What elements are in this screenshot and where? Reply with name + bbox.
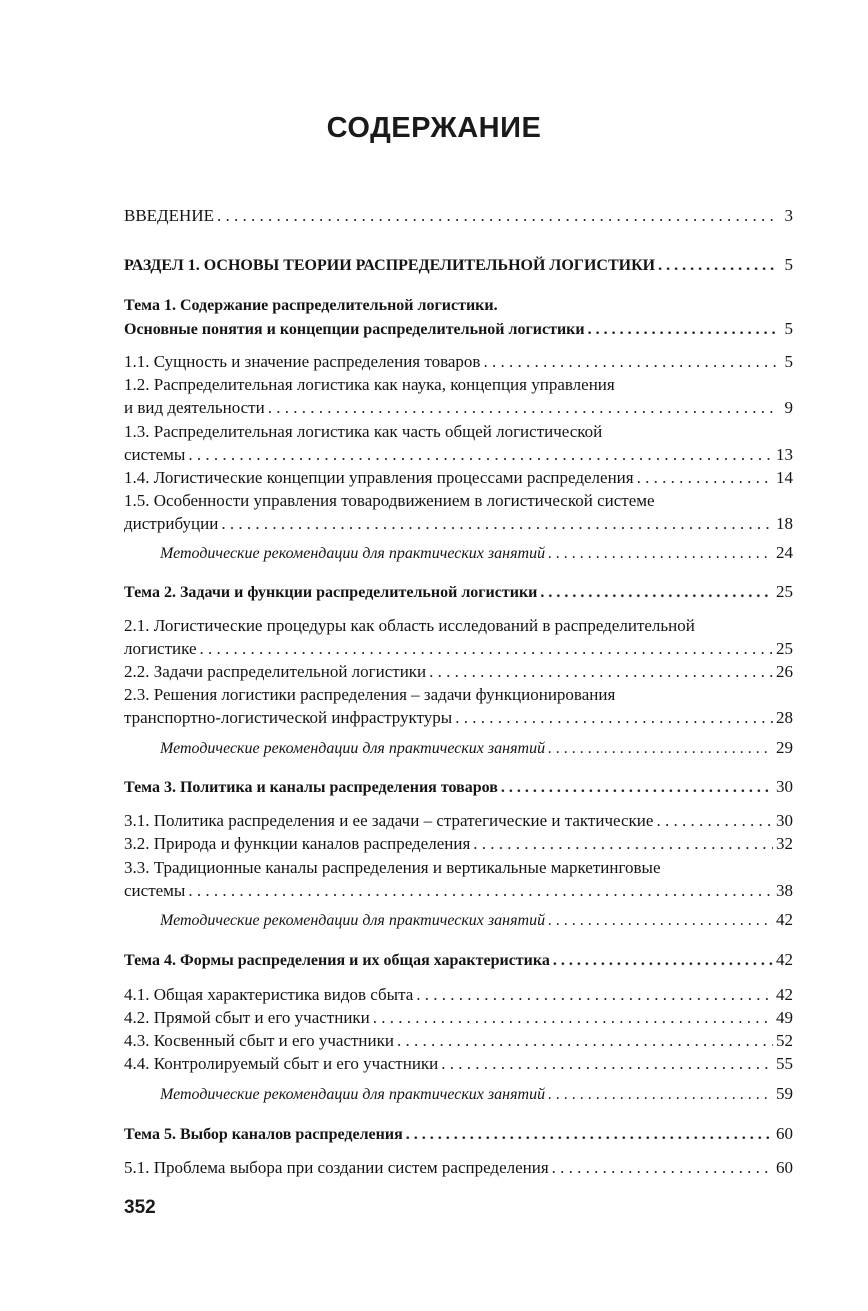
toc-entry-1-4[interactable] [124,466,793,490]
toc-entry-label: транспортно-логистической инфраструктуры [124,708,453,727]
toc-topic-5[interactable] [124,1122,793,1147]
toc-entry-label: 2.2. Задачи распределительной логистики [124,662,427,681]
toc-page-number: 29 [776,738,793,757]
toc-entry-label: дистрибуции [124,514,219,533]
toc-page-number: 5 [784,352,793,371]
toc-entry-1-5-line1: 1.5. Особенности управления товародвижением в логистической системе [124,491,655,510]
toc-entry-label: Методические рекомендации для практических занятий [160,912,546,929]
page-title: СОДЕРЖАНИЕ [326,112,542,144]
leader-dots [552,1156,773,1180]
toc-page-number: 52 [776,1031,793,1050]
toc-entry-4-1[interactable] [124,983,793,1007]
toc-entry-1-1[interactable] [124,350,793,374]
toc-entry-3-1[interactable] [124,809,793,833]
toc-page-number: 25 [776,639,793,658]
leader-dots [548,542,773,566]
toc-page-number: 3 [784,206,793,225]
toc-page-number: 24 [776,543,793,562]
toc-topic-1[interactable] [124,317,793,342]
toc-page-number: 5 [784,255,793,274]
toc-entry-label: ВВЕДЕНИЕ [124,206,214,225]
toc-method-1[interactable] [124,541,793,566]
toc-page-number: 25 [776,582,793,601]
leader-dots [373,1006,773,1030]
leader-dots [188,879,773,903]
toc-topic-2[interactable] [124,580,793,605]
leader-dots [548,909,773,933]
toc-entry-1-2[interactable] [124,396,793,420]
toc-page-number: 18 [776,514,793,533]
toc-entry-label: системы [124,445,186,464]
toc-entry-label: 4.2. Прямой сбыт и его участники [124,1008,370,1027]
leader-dots [658,254,776,278]
toc-entry-label: 3.1. Политика распределения и ее задачи – стратегические и тактические [124,811,654,830]
toc-page-number: 32 [776,834,793,853]
toc-page-number: 30 [776,777,793,796]
toc-topic-4[interactable] [124,948,793,973]
leader-dots [656,809,773,833]
leader-dots [637,466,773,490]
leader-dots [548,1083,773,1107]
toc-method-2[interactable] [124,736,793,761]
leader-dots [406,1123,773,1147]
toc-entry-2-3-line1: 2.3. Решения логистики распределения – задачи функционирования [124,685,616,704]
toc-entry-label: Методические рекомендации для практических занятий [160,1086,546,1103]
leader-dots [217,204,776,228]
leader-dots [441,1052,773,1076]
toc-entry-label: Методические рекомендации для практических занятий [160,545,546,562]
toc-page-number: 26 [776,662,793,681]
leader-dots [416,983,773,1007]
toc-entry-1-5[interactable] [124,512,793,536]
leader-dots [221,512,773,536]
toc-entry-1-3-line1: 1.3. Распределительная логистика как часть общей логистической [124,422,603,441]
toc-page-number: 5 [784,319,793,338]
leader-dots [268,396,776,420]
toc-entry-2-1[interactable] [124,637,793,661]
toc-entry-label: Тема 4. Формы распределения и их общая характеристика [124,952,550,969]
leader-dots [188,443,773,467]
toc-page-number: 42 [776,985,793,1004]
toc-page-number: 60 [776,1158,793,1177]
toc-entry-label: 5.1. Проблема выбора при создании систем распределения [124,1158,549,1177]
toc-entry-label: Тема 2. Задачи и функции распределительной логистики [124,584,538,601]
toc-topic-3[interactable] [124,775,793,800]
table-of-contents [124,0,793,1311]
toc-entry-label: 4.3. Косвенный сбыт и его участники [124,1031,394,1050]
toc-page-number: 38 [776,881,793,900]
leader-dots [483,350,776,374]
toc-entry-label: 4.1. Общая характеристика видов сбыта [124,985,414,1004]
toc-entry-4-4[interactable] [124,1052,793,1076]
toc-entry-label: системы [124,881,186,900]
leader-dots [473,832,773,856]
toc-entry-label: 3.2. Природа и функции каналов распределения [124,834,471,853]
leader-dots [455,706,773,730]
toc-page-number: 42 [776,910,793,929]
toc-entry-label: и вид деятельности [124,398,265,417]
toc-page-number: 14 [776,468,793,487]
leader-dots [397,1029,773,1053]
toc-entry-label: 1.1. Сущность и значение распределения товаров [124,352,481,371]
page-number-footer: 352 [124,1197,156,1218]
toc-entry-intro[interactable] [124,204,793,228]
toc-entry-1-3[interactable] [124,443,793,467]
toc-entry-3-2[interactable] [124,832,793,856]
toc-page-number: 28 [776,708,793,727]
toc-entry-label: 1.4. Логистические концепции управления процессами распределения [124,468,634,487]
leader-dots [540,581,773,605]
toc-entry-1-2-line1: 1.2. Распределительная логистика как наука, концепция управления [124,375,615,394]
toc-entry-5-1[interactable] [124,1156,793,1180]
toc-entry-3-3-line1: 3.3. Традиционные каналы распределения и вертикальные маркетинговые [124,858,661,877]
toc-page-number: 13 [776,445,793,464]
toc-entry-3-3[interactable] [124,879,793,903]
toc-method-3[interactable] [124,908,793,933]
leader-dots [429,660,773,684]
toc-entry-label: Методические рекомендации для практических занятий [160,740,546,757]
leader-dots [588,318,776,342]
toc-page-number: 59 [776,1084,793,1103]
leader-dots [548,737,773,761]
toc-entry-label: РАЗДЕЛ 1. ОСНОВЫ ТЕОРИИ РАСПРЕДЕЛИТЕЛЬНОЙ ЛОГИСТИКИ [124,257,656,274]
toc-entry-label: Тема 3. Политика и каналы распределения товаров [124,779,498,796]
toc-entry-label: Тема 5. Выбор каналов распределения [124,1126,403,1143]
toc-entry-label: логистике [124,639,197,658]
leader-dots [200,637,773,661]
toc-page-number: 30 [776,811,793,830]
leader-dots [501,776,773,800]
toc-entry-4-2[interactable] [124,1006,793,1030]
toc-entry-4-3[interactable] [124,1029,793,1053]
toc-entry-2-3[interactable] [124,706,793,730]
toc-page-number: 9 [784,398,793,417]
toc-entry-label: 4.4. Контролируемый сбыт и его участники [124,1054,439,1073]
toc-page-number: 60 [776,1124,793,1143]
leader-dots [553,949,773,973]
toc-page-number: 55 [776,1054,793,1073]
toc-topic-1-line1: Тема 1. Содержание распределительной логистики. [124,297,498,314]
toc-entry-2-1-line1: 2.1. Логистические процедуры как область исследований в распределительной [124,616,695,635]
toc-method-4[interactable] [124,1082,793,1107]
toc-page-number: 42 [776,950,793,969]
toc-entry-2-2[interactable] [124,660,793,684]
toc-section-1[interactable] [124,253,793,278]
toc-entry-label: Основные понятия и концепции распределительной логистики [124,321,585,338]
toc-page-number: 49 [776,1008,793,1027]
